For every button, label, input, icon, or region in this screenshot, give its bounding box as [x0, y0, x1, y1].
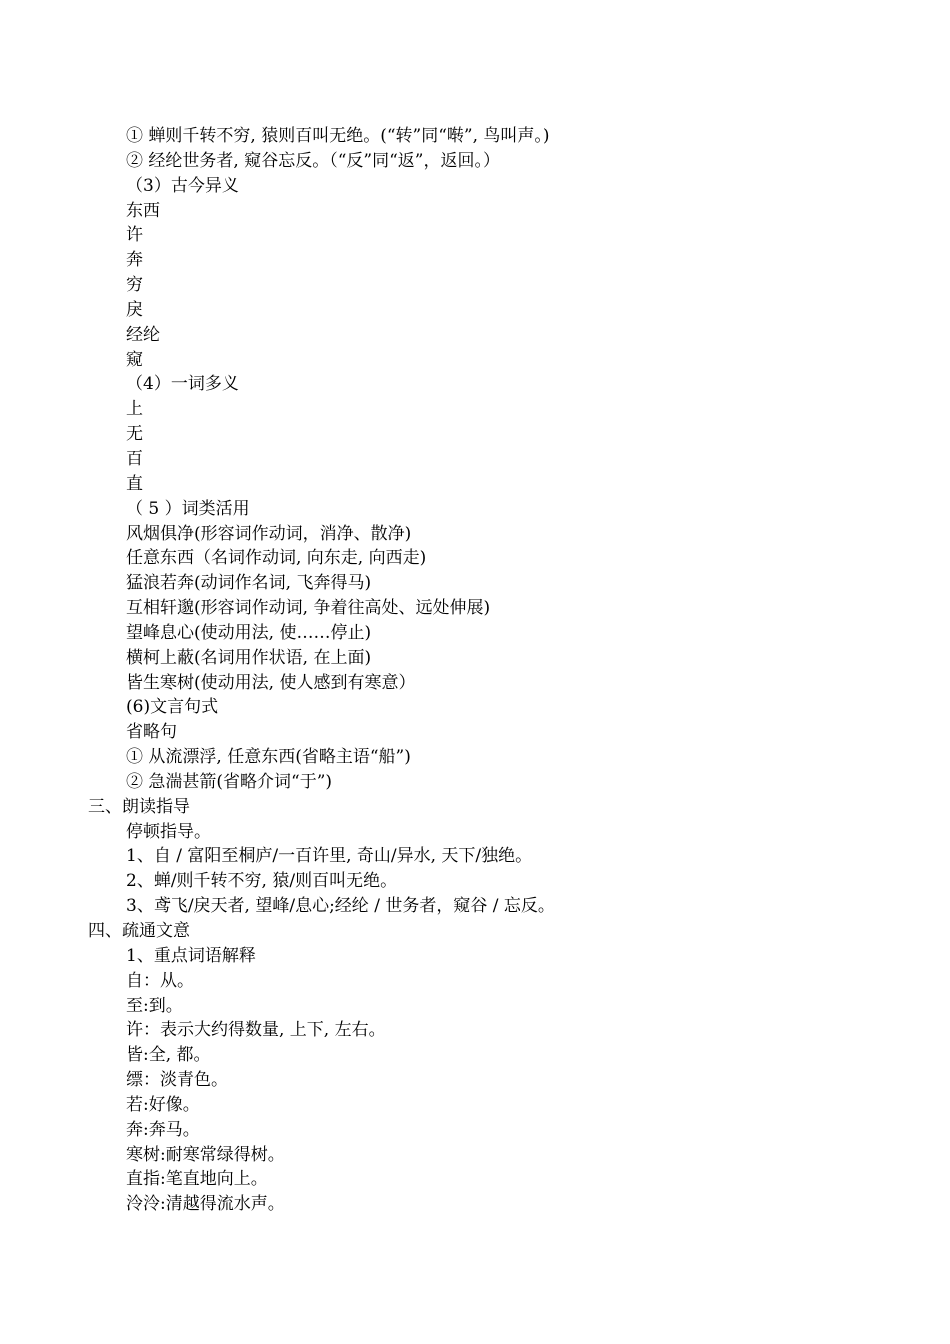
section-heading: 四、疏通文意 — [88, 921, 190, 941]
text-line: （3）古今异义 — [126, 175, 239, 196]
text-line: 皆生寒树(使动用法, 使人感到有寒意） — [126, 672, 416, 693]
text-line: ① 从流漂浮, 任意东西(省略主语“船”) — [126, 747, 411, 768]
text-line: 奔:奔马。 — [126, 1119, 200, 1140]
text-line: 奔 — [126, 250, 143, 271]
text-line: 无 — [126, 424, 143, 445]
text-line: 寒树:耐寒常绿得树。 — [126, 1144, 285, 1165]
text-line: 经纶 — [126, 324, 160, 345]
text-line: ① 蝉则千转不穷, 猿则百叫无绝。(“转”同“啭”, 鸟叫声。) — [126, 126, 550, 146]
text-line: 缥：淡青色。 — [126, 1070, 228, 1091]
text-line: 至:到。 — [126, 995, 183, 1016]
text-line: ② 经纶世务者, 窥谷忘反。（“反”同“返”，返回。） — [126, 150, 500, 171]
text-line: 省略句 — [126, 722, 177, 743]
text-line: 停顿指导。 — [126, 821, 211, 842]
text-line: 窥 — [126, 349, 143, 370]
text-line: 百 — [126, 448, 143, 469]
text-line: 上 — [126, 399, 143, 420]
text-line: 戾 — [126, 299, 143, 320]
text-line: 望峰息心(使动用法, 使……停止) — [126, 622, 372, 643]
text-line: 1、自 / 富阳至桐庐/一百许里, 奇山/异水, 天下/独绝。 — [126, 846, 533, 867]
text-line: （4）一词多义 — [126, 374, 239, 395]
document-page — [0, 124, 950, 1217]
text-line: 穷 — [126, 275, 143, 296]
text-line: 互相轩邈(形容词作动词, 争着往高处、远处伸展) — [126, 598, 491, 619]
text-line: 直指:笔直地向上。 — [126, 1169, 268, 1190]
text-line: （ 5 ）词类活用 — [126, 498, 250, 519]
text-line: 许：表示大约得数量, 上下, 左右。 — [126, 1020, 386, 1041]
text-line: 若:好像。 — [126, 1094, 200, 1115]
text-line: 直 — [126, 473, 143, 494]
text-line: ② 急湍甚箭(省略介词“于”) — [126, 771, 333, 792]
text-line: (6)文言句式 — [126, 697, 219, 718]
text-line: 横柯上蔽(名词用作状语, 在上面) — [126, 647, 372, 668]
text-line: 皆:全, 都。 — [126, 1045, 211, 1066]
text-line: 东西 — [126, 200, 160, 221]
text-line: 泠泠:清越得流水声。 — [126, 1194, 285, 1215]
text-line: 许 — [126, 225, 143, 246]
text-line: 1、重点词语解释 — [126, 945, 256, 966]
text-line: 3、鸢飞/戾天者, 望峰/息心;经纶 / 世务者，窥谷 / 忘反。 — [126, 896, 555, 917]
text-line: 2、蝉/则千转不穷, 猿/则百叫无绝。 — [126, 871, 398, 892]
section-heading: 三、朗读指导 — [88, 796, 190, 817]
text-line: 任意东西（名词作动词, 向东走, 向西走) — [126, 548, 427, 569]
text-line: 自：从。 — [126, 970, 194, 991]
text-line: 猛浪若奔(动词作名词, 飞奔得马) — [126, 573, 372, 594]
text-line: 风烟俱净(形容词作动词，消净、散净) — [126, 523, 412, 544]
